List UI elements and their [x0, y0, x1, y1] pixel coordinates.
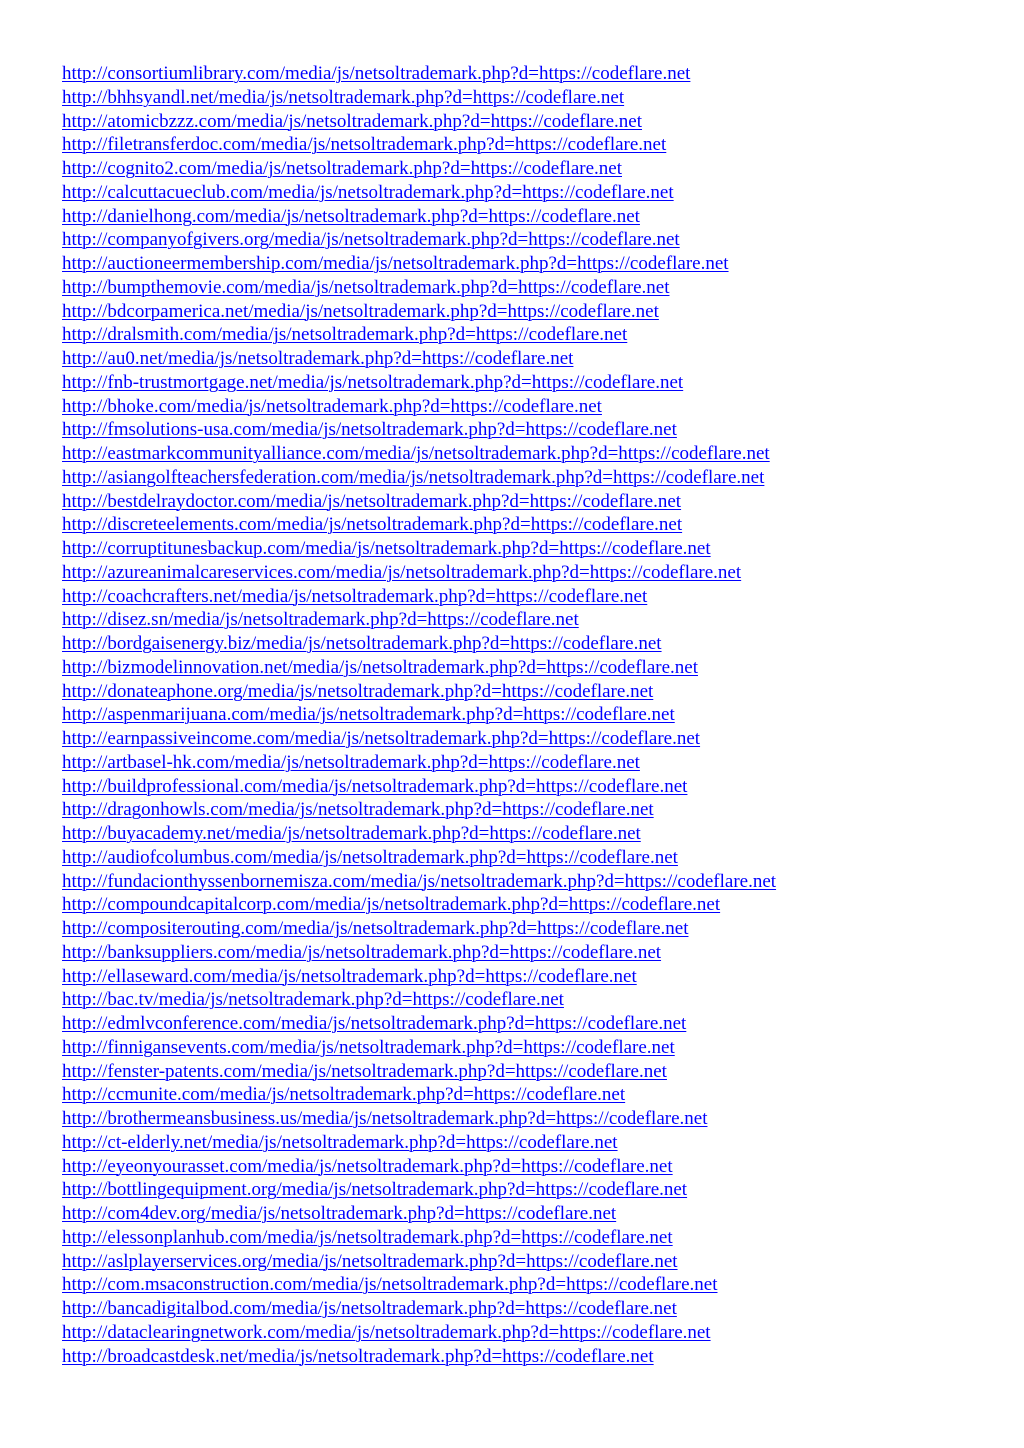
url-link[interactable]: http://bottlingequipment.org/media/js/netsoltrademark.php?d=https://codeflare.net: [62, 1179, 688, 1201]
list-item: [62, 680, 776, 704]
list-item: [62, 537, 776, 561]
list-item: [62, 941, 776, 965]
url-link[interactable]: http://com4dev.org/media/js/netsoltrademark.php?d=https://codeflare.net: [62, 1203, 617, 1224]
url-link[interactable]: http://bhhsyandl.net/media/js/netsoltrademark.php?d=https://codeflare.net: [62, 86, 625, 108]
list-item: [62, 62, 776, 86]
url-link[interactable]: http://bhoke.com/media/js/netsoltrademark.php?d=https://codeflare.net: [62, 395, 602, 417]
url-link[interactable]: http://edmlvconference.com/media/js/netsoltrademark.php?d=https://codeflare.net: [62, 1013, 687, 1034]
list-item: [62, 1321, 776, 1345]
list-item: [62, 1012, 776, 1036]
url-link[interactable]: http://danielhong.com/media/js/netsoltrademark.php?d=https://codeflare.net: [62, 205, 640, 227]
list-item: [62, 323, 776, 347]
list-item: [62, 133, 776, 157]
url-link[interactable]: http://disez.sn/media/js/netsoltrademark.php?d=https://codeflare.net: [62, 609, 579, 631]
list-item: [62, 157, 776, 181]
list-item: [62, 917, 776, 941]
list-item: [62, 727, 776, 751]
url-link[interactable]: http://bumpthemovie.com/media/js/netsoltrademark.php?d=https://codeflare.net: [62, 276, 670, 298]
url-link[interactable]: http://fnb-trustmortgage.net/media/js/netsoltrademark.php?d=https://codeflare.net: [62, 371, 684, 393]
url-link[interactable]: http://auctioneermembership.com/media/js/netsoltrademark.php?d=https://codeflare.net: [62, 253, 729, 274]
list-item: [62, 228, 776, 252]
list-item: [62, 466, 776, 490]
url-link[interactable]: http://buildprofessional.com/media/js/netsoltrademark.php?d=https://codeflare.net: [62, 775, 688, 797]
list-item: [62, 893, 776, 917]
url-link[interactable]: http://dralsmith.com/media/js/netsoltrademark.php?d=https://codeflare.net: [62, 324, 628, 346]
list-item: [62, 395, 776, 419]
url-link[interactable]: http://bordgaisenergy.biz/media/js/netsoltrademark.php?d=https://codeflare.net: [62, 633, 662, 654]
list-item: [62, 300, 776, 324]
url-link[interactable]: http://bancadigitalbod.com/media/js/netsoltrademark.php?d=https://codeflare.net: [62, 1298, 677, 1319]
url-link[interactable]: http://discreteelements.com/media/js/netsoltrademark.php?d=https://codeflare.net: [62, 514, 683, 536]
list-item: [62, 608, 776, 632]
url-link[interactable]: http://bac.tv/media/js/netsoltrademark.php?d=https://codeflare.net: [62, 989, 564, 1011]
url-link[interactable]: http://cognito2.com/media/js/netsoltrademark.php?d=https://codeflare.net: [62, 158, 622, 179]
list-item: [62, 798, 776, 822]
url-link[interactable]: http://au0.net/media/js/netsoltrademark.php?d=https://codeflare.net: [62, 348, 574, 369]
url-link[interactable]: http://fundacionthyssenbornemisza.com/media/js/netsoltrademark.php?d=https://codeflare.net: [62, 870, 777, 892]
list-item: [62, 1155, 776, 1179]
list-item: [62, 1297, 776, 1321]
list-item: [62, 585, 776, 609]
list-item: [62, 181, 776, 205]
list-item: [62, 1178, 776, 1202]
url-link[interactable]: http://consortiumlibrary.com/media/js/netsoltrademark.php?d=https://codeflare.net: [62, 63, 691, 84]
url-link[interactable]: http://earnpassiveincome.com/media/js/netsoltrademark.php?d=https://codeflare.net: [62, 728, 701, 749]
url-link[interactable]: http://artbasel-hk.com/media/js/netsoltrademark.php?d=https://codeflare.net: [62, 751, 640, 773]
url-link[interactable]: http://corruptitunesbackup.com/media/js/netsoltrademark.php?d=https://codeflare.net: [62, 538, 711, 559]
list-item: [62, 656, 776, 680]
list-item: [62, 442, 776, 466]
list-item: [62, 1036, 776, 1060]
list-item: [62, 988, 776, 1012]
url-link[interactable]: http://ct-elderly.net/media/js/netsoltrademark.php?d=https://codeflare.net: [62, 1131, 618, 1153]
url-link[interactable]: http://aspenmarijuana.com/media/js/netsoltrademark.php?d=https://codeflare.net: [62, 704, 675, 726]
list-item: [62, 1083, 776, 1107]
url-link[interactable]: http://ccmunite.com/media/js/netsoltrademark.php?d=https://codeflare.net: [62, 1084, 626, 1106]
url-link[interactable]: http://compoundcapitalcorp.com/media/js/netsoltrademark.php?d=https://codeflare.net: [62, 894, 721, 916]
url-link[interactable]: http://donateaphone.org/media/js/netsoltrademark.php?d=https://codeflare.net: [62, 680, 654, 702]
url-link[interactable]: http://brothermeansbusiness.us/media/js/netsoltrademark.php?d=https://codeflare.net: [62, 1108, 708, 1129]
list-item: [62, 870, 776, 894]
url-link[interactable]: http://azureanimalcareservices.com/media/js/netsoltrademark.php?d=https://codeflare.net: [62, 561, 742, 583]
url-link[interactable]: http://com.msaconstruction.com/media/js/netsoltrademark.php?d=https://codeflare.net: [62, 1274, 718, 1296]
list-item: [62, 1060, 776, 1084]
url-link[interactable]: http://asiangolfteachersfederation.com/media/js/netsoltrademark.php?d=https://codeflare.net: [62, 466, 765, 488]
url-link[interactable]: http://atomicbzzz.com/media/js/netsoltrademark.php?d=https://codeflare.net: [62, 110, 643, 132]
list-item: [62, 513, 776, 537]
list-item: [62, 632, 776, 656]
list-item: [62, 86, 776, 110]
list-item: [62, 276, 776, 300]
list-item: [62, 252, 776, 276]
url-link[interactable]: http://coachcrafters.net/media/js/netsoltrademark.php?d=https://codeflare.net: [62, 585, 648, 607]
list-item: [62, 418, 776, 442]
url-link[interactable]: http://dataclearingnetwork.com/media/js/netsoltrademark.php?d=https://codeflare.net: [62, 1321, 711, 1343]
list-item: [62, 1202, 776, 1226]
list-item: [62, 1273, 776, 1297]
list-item: [62, 751, 776, 775]
list-item: [62, 1226, 776, 1250]
url-link[interactable]: http://buyacademy.net/media/js/netsoltrademark.php?d=https://codeflare.net: [62, 823, 641, 844]
list-item: [62, 110, 776, 134]
url-link[interactable]: http://finnigansevents.com/media/js/netsoltrademark.php?d=https://codeflare.net: [62, 1036, 675, 1058]
url-link[interactable]: http://ellaseward.com/media/js/netsoltrademark.php?d=https://codeflare.net: [62, 965, 637, 987]
list-item: [62, 561, 776, 585]
list-item: [62, 1131, 776, 1155]
url-link[interactable]: http://calcuttacueclub.com/media/js/netsoltrademark.php?d=https://codeflare.net: [62, 181, 674, 203]
url-link[interactable]: http://compositerouting.com/media/js/netsoltrademark.php?d=https://codeflare.net: [62, 918, 689, 939]
url-link[interactable]: http://banksuppliers.com/media/js/netsoltrademark.php?d=https://codeflare.net: [62, 941, 662, 963]
url-link[interactable]: http://filetransferdoc.com/media/js/netsoltrademark.php?d=https://codeflare.net: [62, 134, 667, 156]
url-link[interactable]: http://elessonplanhub.com/media/js/netsoltrademark.php?d=https://codeflare.net: [62, 1226, 673, 1248]
list-item: [62, 1107, 776, 1131]
list-item: [62, 490, 776, 514]
url-link[interactable]: http://bdcorpamerica.net/media/js/netsoltrademark.php?d=https://codeflare.net: [62, 300, 659, 322]
list-item: [62, 703, 776, 727]
list-item: [62, 1345, 776, 1369]
list-item: [62, 822, 776, 846]
list-item: [62, 846, 776, 870]
url-link[interactable]: http://fenster-patents.com/media/js/netsoltrademark.php?d=https://codeflare.net: [62, 1060, 667, 1082]
url-link[interactable]: http://companyofgivers.org/media/js/netsoltrademark.php?d=https://codeflare.net: [62, 229, 680, 251]
url-link[interactable]: http://audiofcolumbus.com/media/js/netsoltrademark.php?d=https://codeflare.net: [62, 846, 678, 868]
list-item: [62, 775, 776, 799]
url-link[interactable]: http://bizmodelinnovation.net/media/js/netsoltrademark.php?d=https://codeflare.net: [62, 656, 698, 678]
url-link[interactable]: http://dragonhowls.com/media/js/netsoltrademark.php?d=https://codeflare.net: [62, 799, 654, 821]
list-item: [62, 1250, 776, 1274]
url-link[interactable]: http://fmsolutions-usa.com/media/js/netsoltrademark.php?d=https://codeflare.net: [62, 419, 677, 441]
url-link[interactable]: http://aslplayerservices.org/media/js/netsoltrademark.php?d=https://codeflare.net: [62, 1250, 678, 1272]
url-link[interactable]: http://eyeonyourasset.com/media/js/netsoltrademark.php?d=https://codeflare.net: [62, 1155, 673, 1177]
url-link[interactable]: http://eastmarkcommunityalliance.com/media/js/netsoltrademark.php?d=https://codeflare.net: [62, 443, 770, 464]
url-link[interactable]: http://broadcastdesk.net/media/js/netsoltrademark.php?d=https://codeflare.net: [62, 1345, 654, 1367]
list-item: [62, 371, 776, 395]
list-item: [62, 965, 776, 989]
link-list: [62, 62, 776, 1368]
list-item: [62, 205, 776, 229]
list-item: [62, 347, 776, 371]
url-link[interactable]: http://bestdelraydoctor.com/media/js/netsoltrademark.php?d=https://codeflare.net: [62, 490, 682, 512]
